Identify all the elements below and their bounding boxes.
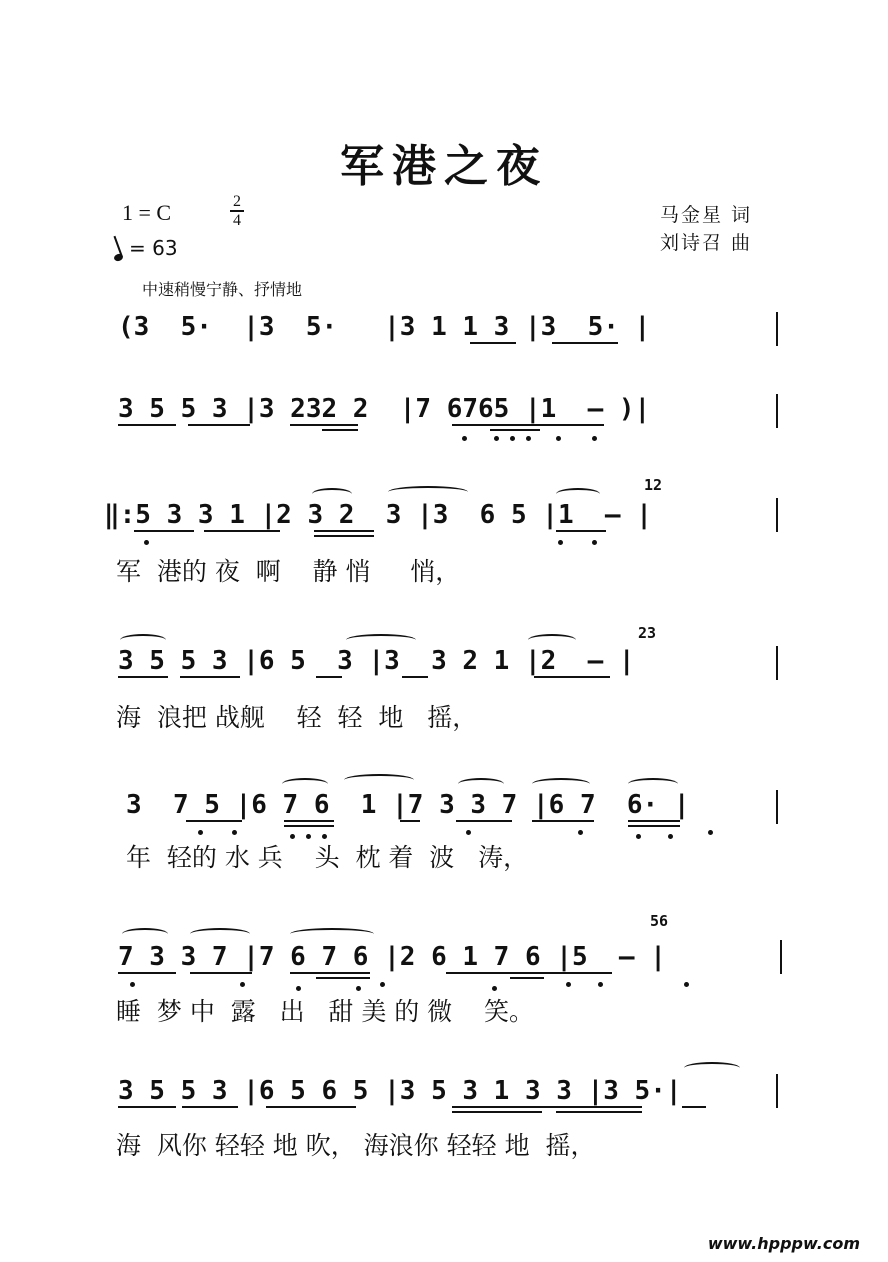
octave-dot xyxy=(592,436,597,441)
beam xyxy=(452,1106,642,1108)
beam xyxy=(290,972,370,974)
octave-dot xyxy=(708,830,713,835)
slur xyxy=(684,1062,740,1074)
beam xyxy=(534,676,610,678)
beam xyxy=(490,429,540,431)
beam xyxy=(400,820,420,822)
beam xyxy=(118,1106,176,1108)
octave-dot xyxy=(668,834,673,839)
beam xyxy=(118,676,168,678)
slur xyxy=(556,488,600,500)
lyric-line-6: 睡 梦 中 露 出 甜 美 的 微 笑。 xyxy=(116,997,535,1026)
slur xyxy=(122,928,168,940)
grace-note-3: 56 xyxy=(650,912,669,930)
beam xyxy=(532,820,594,822)
beam xyxy=(204,530,280,532)
composer-credit: 刘诗召 曲 xyxy=(660,232,753,254)
slur xyxy=(120,634,166,646)
lyric-line-4: 海 浪把 战舰 轻 轻 地 摇， xyxy=(116,703,478,732)
time-signature xyxy=(230,194,244,228)
score-line-1: (3 5· |3 5· |3 1 1 3 |3 5· | xyxy=(118,312,651,342)
octave-dot xyxy=(684,982,689,987)
beam xyxy=(182,1106,238,1108)
slur xyxy=(628,778,678,790)
octave-dot xyxy=(296,986,301,991)
slur xyxy=(528,634,576,646)
octave-dot xyxy=(510,436,515,441)
grace-note-2: 23 xyxy=(638,624,657,642)
beam xyxy=(452,1111,542,1113)
beam xyxy=(314,535,374,537)
barline xyxy=(776,1074,778,1108)
beam xyxy=(188,424,250,426)
octave-dot xyxy=(592,540,597,545)
octave-dot xyxy=(232,830,237,835)
octave-dot xyxy=(558,540,563,545)
score-line-3: ‖:5 3 3 1 |2 3 2 3 |3 6 5 |1 — | xyxy=(104,500,652,530)
time-signature-top: 2 xyxy=(233,193,241,210)
beam xyxy=(284,820,334,822)
beam xyxy=(316,977,370,979)
octave-dot xyxy=(492,986,497,991)
lyricist-credit: 马金星 词 xyxy=(660,204,753,226)
beam xyxy=(190,972,252,974)
beam xyxy=(180,676,240,678)
lyric-line-7: 海 风你 轻轻 地 吹， 海浪你 轻轻 地 摇， xyxy=(116,1131,596,1160)
song-title: 军港之夜 xyxy=(340,141,548,192)
slur xyxy=(532,778,590,790)
beam xyxy=(402,676,428,678)
lyric-line-3: 军 港的 夜 啊 静 悄 悄， xyxy=(116,557,461,586)
beam xyxy=(186,820,242,822)
octave-dot xyxy=(466,830,471,835)
beam xyxy=(470,342,516,344)
slur xyxy=(388,486,468,498)
barline xyxy=(780,940,782,974)
octave-dot xyxy=(636,834,641,839)
score-line-6: 7 3 3 7 |7 6 7 6 |2 6 1 7 6 |5 — | xyxy=(118,942,666,972)
beam xyxy=(290,424,358,426)
beam xyxy=(314,530,374,532)
score-line-4: 3 5 5 3 |6 5 3 |3 3 2 1 |2 — | xyxy=(118,646,635,676)
beam xyxy=(456,820,512,822)
beam xyxy=(266,1106,356,1108)
slur xyxy=(458,778,504,790)
beam xyxy=(118,424,176,426)
barline xyxy=(776,790,778,824)
beam xyxy=(682,1106,706,1108)
octave-dot xyxy=(198,830,203,835)
beam xyxy=(322,429,358,431)
expression-marking: 中速稍慢宁静、抒情地 xyxy=(142,280,303,299)
beam xyxy=(118,972,176,974)
octave-dot xyxy=(322,834,327,839)
beam xyxy=(556,1111,642,1113)
site-watermark: www.hpppw.com xyxy=(707,1234,860,1253)
tempo-value: = 63 xyxy=(129,236,178,260)
octave-dot xyxy=(578,830,583,835)
barline xyxy=(776,646,778,680)
octave-dot xyxy=(462,436,467,441)
barline xyxy=(776,498,778,532)
octave-dot xyxy=(566,982,571,987)
beam xyxy=(284,825,334,827)
octave-dot xyxy=(356,986,361,991)
beam xyxy=(316,676,342,678)
slur xyxy=(312,488,352,500)
slur xyxy=(344,774,414,786)
octave-dot xyxy=(240,982,245,987)
tempo-marking xyxy=(114,236,178,260)
octave-dot xyxy=(290,834,295,839)
slur xyxy=(346,634,416,646)
beam xyxy=(446,972,612,974)
slur xyxy=(190,928,250,940)
score-line-7: 3 5 5 3 |6 5 6 5 |3 5 3 1 3 3 |3 5·| xyxy=(118,1076,682,1106)
score-line-2: 3 5 5 3 |3 232 2 |7 6765 |1 — )| xyxy=(118,394,651,424)
beam xyxy=(552,342,618,344)
octave-dot xyxy=(144,540,149,545)
time-signature-bottom: 4 xyxy=(233,212,241,229)
beam xyxy=(452,424,604,426)
beam xyxy=(556,530,606,532)
beam xyxy=(134,530,194,532)
octave-dot xyxy=(598,982,603,987)
slur xyxy=(290,928,374,940)
barline xyxy=(776,312,778,346)
beam xyxy=(510,977,544,979)
beam xyxy=(628,820,680,822)
quarter-note-icon xyxy=(113,253,124,263)
octave-dot xyxy=(306,834,311,839)
octave-dot xyxy=(494,436,499,441)
barline xyxy=(776,394,778,428)
octave-dot xyxy=(556,436,561,441)
octave-dot xyxy=(130,982,135,987)
score-line-5: 3 7 5 |6 7 6 1 |7 3 3 7 |6 7 6· | xyxy=(126,790,690,820)
slur xyxy=(282,778,328,790)
grace-note-1: 12 xyxy=(644,476,663,494)
lyric-line-5: 年 轻的 水 兵 头 枕 着 波 涛， xyxy=(126,843,529,872)
octave-dot xyxy=(380,982,385,987)
octave-dot xyxy=(526,436,531,441)
key-signature: 1 = C xyxy=(122,200,172,225)
beam xyxy=(628,825,680,827)
